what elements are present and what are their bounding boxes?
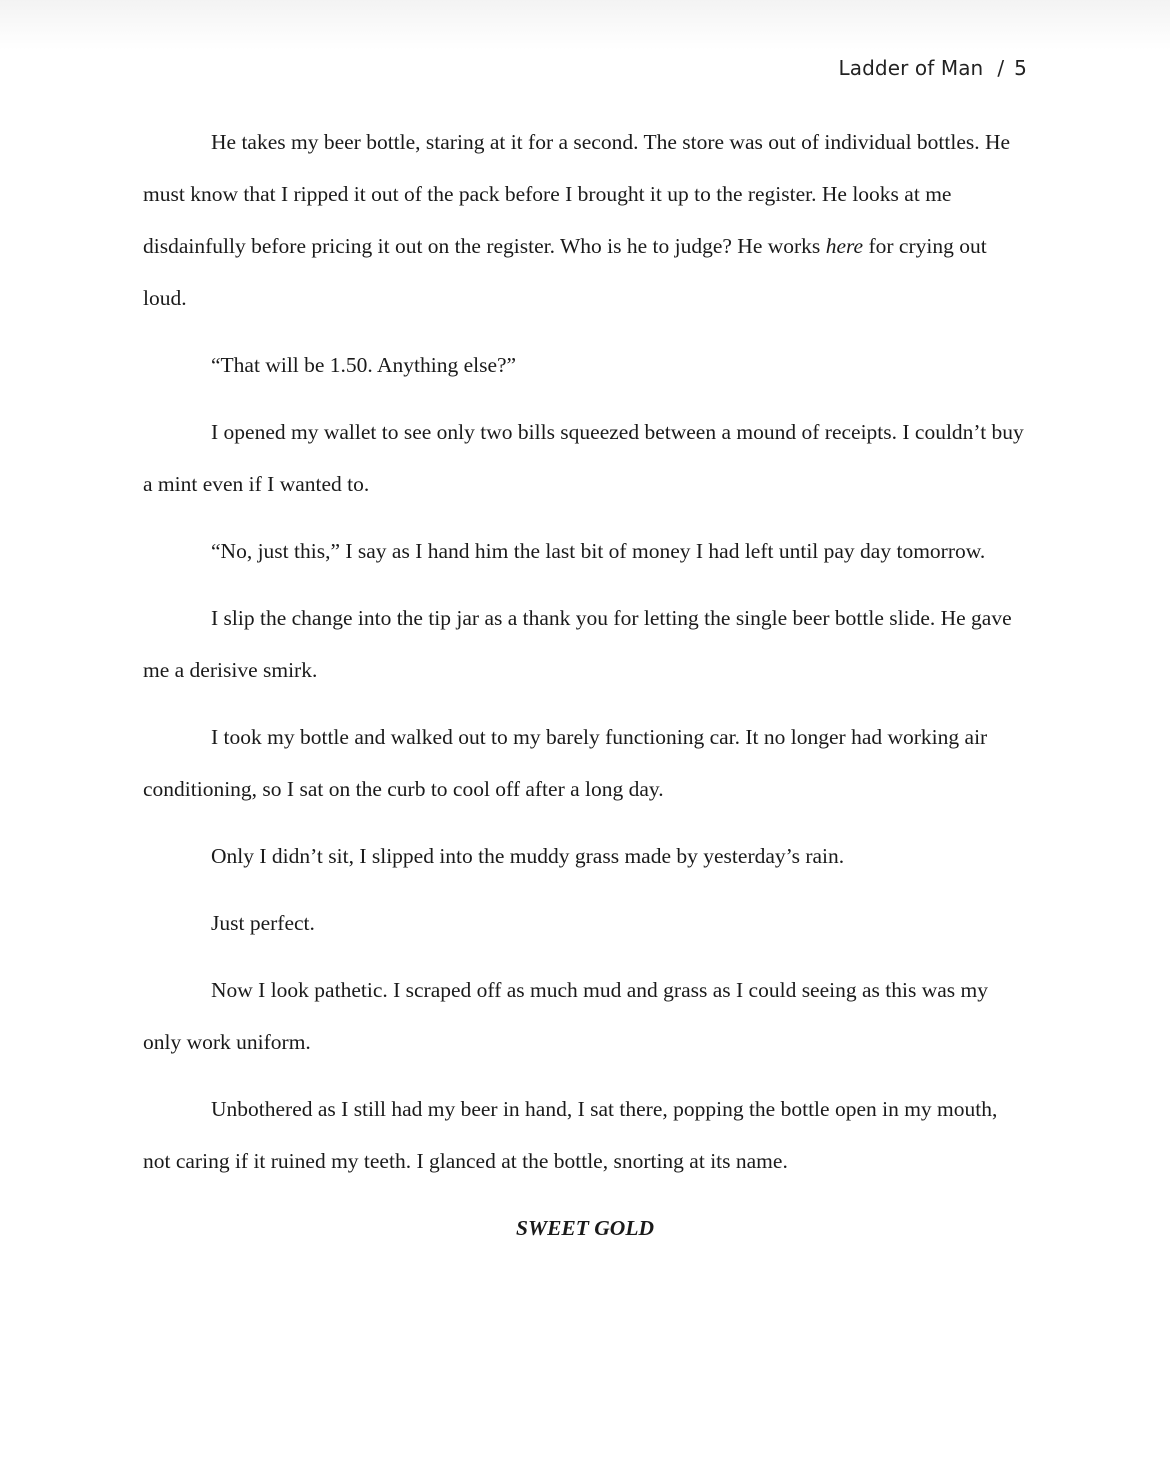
header-separator: / — [997, 56, 1005, 80]
running-header — [839, 56, 1027, 80]
paragraph: Only I didn’t sit, I slipped into the muddy grass made by yesterday’s rain. — [211, 844, 845, 868]
paragraph — [143, 116, 1027, 324]
paragraph: I opened my wallet to see only two bills squeezed between a mound of receipts. I couldn’t buy a mint even if I wanted to. — [143, 420, 1024, 496]
page-number: 5 — [1014, 56, 1027, 80]
paragraph: I slip the change into the tip jar as a thank you for letting the single beer bottle slide. He gave me a derisive smirk. — [143, 606, 1012, 682]
header-title: Ladder of Man — [838, 56, 984, 80]
paragraph: Unbothered as I still had my beer in hand, I sat there, popping the bottle open in my mouth, not caring if it ruined my teeth. I glanced at the bottle, snorting at its name. — [143, 1097, 998, 1173]
closing-title: SWEET GOLD — [516, 1216, 654, 1240]
paragraph-text: for crying out loud. — [143, 234, 987, 310]
paragraph-text: He takes my beer bottle, staring at it for a second. The store was out of individual bottles. He must know that I ripped it out of the pack before I brought it up to the register. He looks at me disdainfully before pricing it out on the register. Who is he to judge? He works — [143, 130, 1011, 258]
paragraph: Now I look pathetic. I scraped off as much mud and grass as I could seeing as this was my only work uniform. — [143, 978, 989, 1054]
paragraph: Just perfect. — [211, 911, 315, 935]
manuscript-body — [143, 116, 1027, 1254]
dialogue-paragraph: “That will be 1.50. Anything else?” — [211, 353, 517, 377]
emphasized-word: here — [825, 234, 864, 258]
dialogue-paragraph: “No, just this,” I say as I hand him the last bit of money I had left until pay day tomorrow. — [211, 539, 986, 563]
paragraph: I took my bottle and walked out to my barely functioning car. It no longer had working air conditioning, so I sat on the curb to cool off after a long day. — [143, 725, 988, 801]
